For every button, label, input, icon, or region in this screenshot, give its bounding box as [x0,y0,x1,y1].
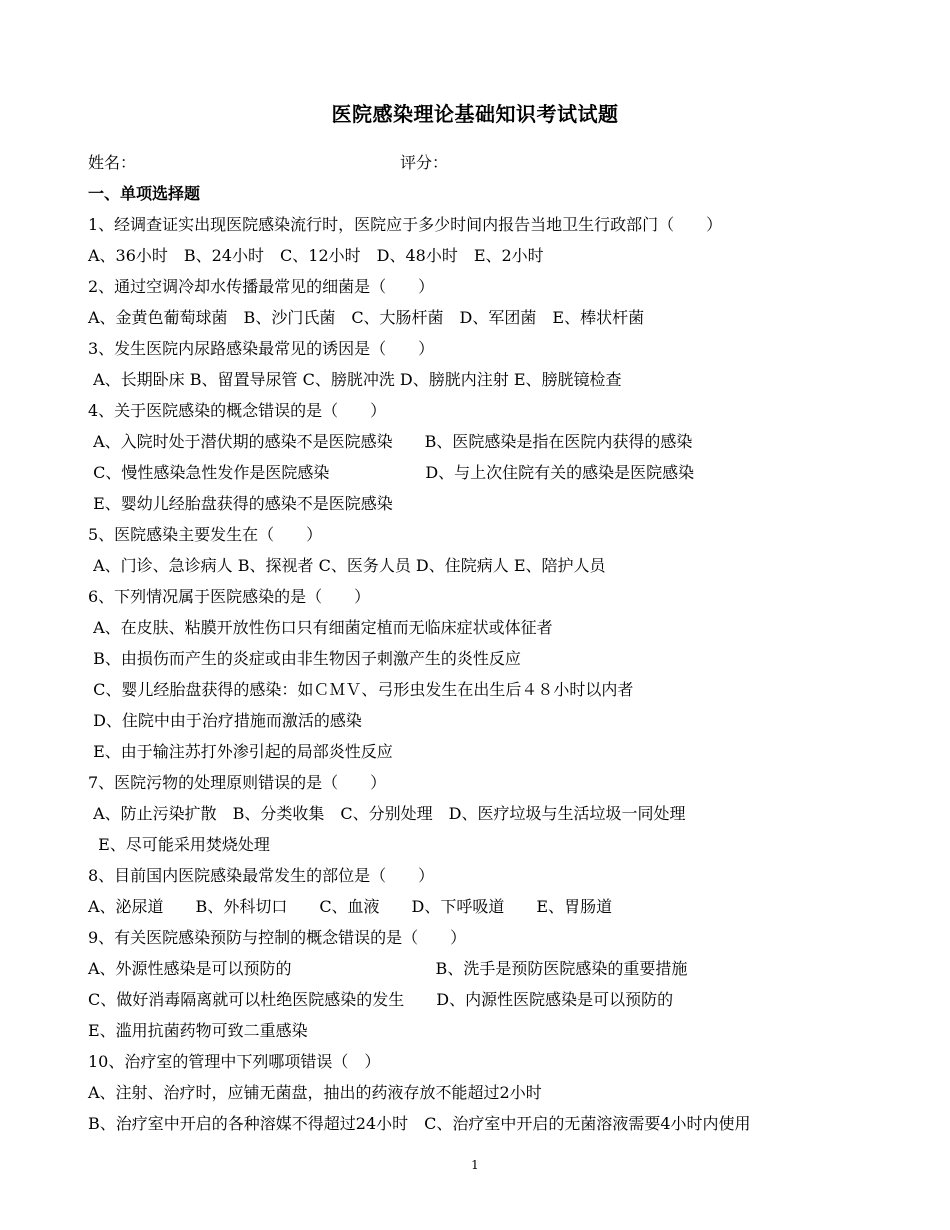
question-line: A、长期卧床 B、留置导尿管 C、膀胱冲洗 D、膀胱内注射 E、膀胱镜检查 [88,370,622,389]
question-line: 6、下列情况属于医院感染的是（ ） [88,587,371,606]
question-line: A、门诊、急诊病人 B、探视者 C、医务人员 D、住院病人 E、陪护人员 [88,556,606,575]
question-line: 7、医院污物的处理原则错误的是（ ） [88,773,387,792]
question-line: A、金黄色葡萄球菌 B、沙门氏菌 C、大肠杆菌 D、军团菌 E、棒状杆菌 [88,308,645,327]
question-line: D、住院中由于治疗措施而激活的感染 [88,711,362,730]
question-line: A、外源性感染是可以预防的 B、洗手是预防医院感染的重要措施 [88,959,688,978]
score-label: 评分： [400,153,449,172]
question-line: 5、医院感染主要发生在（ ） [88,525,323,544]
question-line: E、尽可能采用焚烧处理 [88,835,270,854]
question-line: 4、关于医院感染的概念错误的是（ ） [88,401,387,420]
question-line: A、注射、治疗时，应铺无菌盘，抽出的药液存放不能超过2小时 [88,1083,542,1102]
question-line: 1、经调查证实出现医院感染流行时，医院应于多少时间内报告当地卫生行政部门（ ） [88,215,723,234]
question-line: 3、发生医院内尿路感染最常见的诱因是（ ） [88,339,435,358]
question-line: A、入院时处于潜伏期的感染不是医院感染 B、医院感染是指在医院内获得的感染 [88,432,693,451]
question-line: A、36小时 B、24小时 C、12小时 D、48小时 E、2小时 [88,246,544,265]
question-line: C、慢性感染急性发作是医院感染 D、与上次住院有关的感染是医院感染 [88,463,695,482]
question-line: E、由于输注苏打外渗引起的局部炎性反应 [88,742,393,761]
question-line: B、治疗室中开启的各种溶媒不得超过24小时 C、治疗室中开启的无菌溶液需要4小时内使用 [88,1114,751,1133]
question-line: C、做好消毒隔离就可以杜绝医院感染的发生 D、内源性医院感染是可以预防的 [88,990,674,1009]
question-line: A、防止污染扩散 B、分类收集 C、分别处理 D、医疗垃圾与生活垃圾一同处理 [88,804,686,823]
question-line: B、由损伤而产生的炎症或由非生物因子刺激产生的炎性反应 [88,649,521,668]
section-heading: 一、单项选择题 [88,184,201,203]
question-line: C、婴儿经胎盘获得的感染：如ＣＭＶ、弓形虫发生在出生后４８小时以内者 [88,680,634,699]
question-line: A、泌尿道 B、外科切口 C、血液 D、下呼吸道 E、胃肠道 [88,897,613,916]
page-number: 1 [471,1158,479,1172]
question-line: 9、有关医院感染预防与控制的概念错误的是（ ） [88,928,467,947]
question-line: 10、治疗室的管理中下列哪项错误（ ） [88,1052,381,1071]
question-line: 8、目前国内医院感染最常发生的部位是（ ） [88,866,435,885]
question-line: A、在皮肤、粘膜开放性伤口只有细菌定植而无临床症状或体征者 [88,618,553,637]
document-title: 医院感染理论基础知识考试试题 [331,102,619,126]
question-line: E、滥用抗菌药物可致二重感染 [88,1021,308,1040]
question-line: 2、通过空调冷却水传播最常见的细菌是（ ） [88,277,435,296]
name-label: 姓名： [88,153,137,172]
question-line: E、婴幼儿经胎盘获得的感染不是医院感染 [88,494,393,513]
